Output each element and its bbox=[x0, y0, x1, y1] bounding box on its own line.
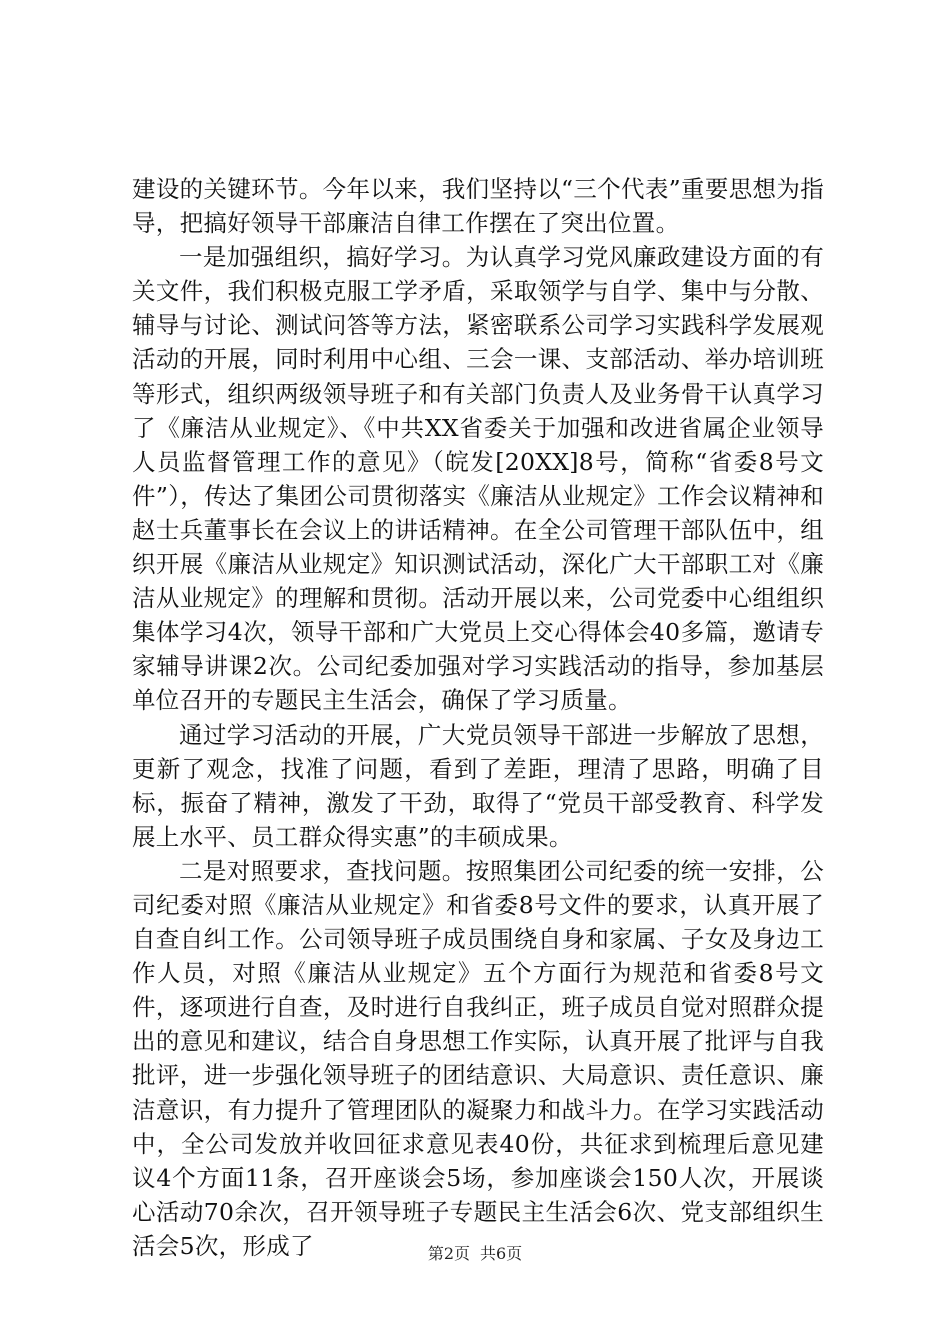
paragraph-2: 一是加强组织，搞好学习。为认真学习党风廉政建设方面的有关文件，我们积极克服工学矛盾，采取领学与自学、集中与分散、辅导与讨论、测试问答等方法，紧密联系公司学习实践科学发展观活动的开展，同时利用中心组、三会一课、支部活动、举办培训班等形式，组织两级领导班子和有关部门负责人及业务骨干认真学习了《廉洁从业规定》、《中共XX省委关于加强和改进省属企业领导人员监督管理工作的意见》（皖发[20XX]8号，简称“省委8号文件”），传达了集团公司贯彻落实《廉洁从业规定》工作会议精神和赵士兵董事长在会议上的讲话精神。在全公司管理干部队伍中，组织开展《廉洁从业规定》知识测试活动，深化广大干部职工对《廉洁从业规定》的理解和贯彻。活动开展以来，公司党委中心组组织集体学习4次，领导干部和广大党员上交心得体会40多篇，邀请专家辅导讲课2次。公司纪委加强对学习实践活动的指导，参加基层单位召开的专题民主生活会，确保了学习质量。 bbox=[132, 243, 824, 715]
document-body bbox=[132, 172, 824, 1263]
page-total: 共6页 bbox=[480, 1244, 523, 1263]
page-footer bbox=[0, 1244, 950, 1264]
paragraph-4: 二是对照要求，查找问题。按照集团公司纪委的统一安排，公司纪委对照《廉洁从业规定》和省委8号文件的要求，认真开展了自查自纠工作。公司领导班子成员围绕自身和家属、子女及身边工作人员，对照《廉洁从业规定》五个方面行为规范和省委8号文件，逐项进行自查，及时进行自我纠正，班子成员自觉对照群众提出的意见和建议，结合自身思想工作实际，认真开展了批评与自我批评，进一步强化领导班子的团结意识、大局意识、责任意识、廉洁意识，有力提升了管理团队的凝聚力和战斗力。在学习实践活动中，全公司发放并收回征求意见表40份，共征求到梳理后意见建议4个方面11条，召开座谈会5场，参加座谈会150人次，开展谈心活动70余次，召开领导班子专题民主生活会6次、党支部组织生活会5次，形成了 bbox=[132, 856, 824, 1260]
paragraph-1: 建设的关键环节。今年以来，我们坚持以“三个代表”重要思想为指导，把搞好领导干部廉洁自律工作摆在了突出位置。 bbox=[132, 175, 824, 238]
page-number: 第2页 bbox=[427, 1244, 470, 1263]
paragraph-3: 通过学习活动的开展，广大党员领导干部进一步解放了思想，更新了观念，找准了问题，看到了差距，理清了思路，明确了目标，振奋了精神，激发了干劲，取得了“党员干部受教育、科学发展上水平、员工群众得实惠”的丰硕成果。 bbox=[132, 720, 824, 851]
